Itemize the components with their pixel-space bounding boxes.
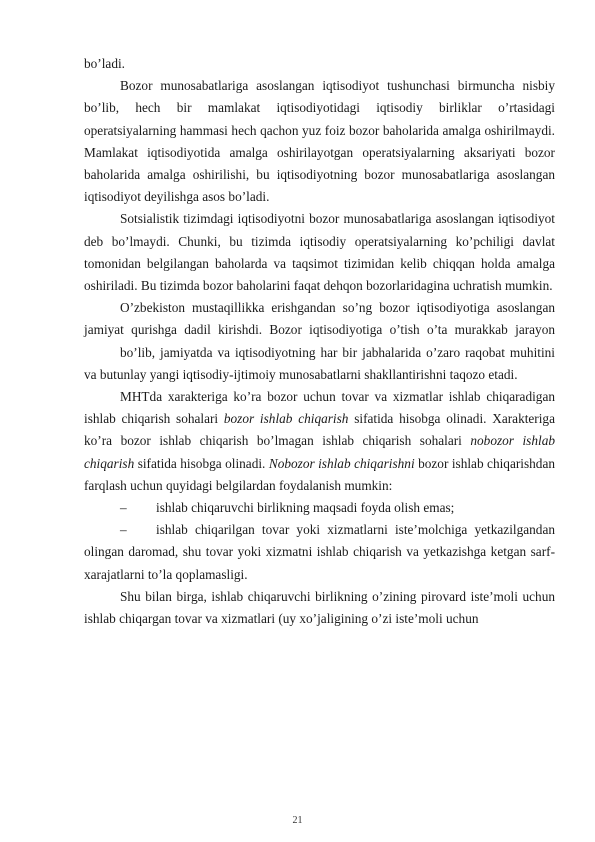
paragraph-market-economy: Bozor munosabatlariga asoslangan iqtisodiyot tushunchasi birmuncha nisbiy bo’lib, hech bir mamlakat iqtisodiyotidagi iqtisodiy birliklar o’rtasidagi operatsiyalarning hammasi hech qachon yuz foiz bozor baholarida amalga oshirilmaydi. Mamlakat iqtisodiyotida amalga oshirilayotgan operatsiyalarning aksariyati bozor baholarida amalga oshirilishi, bu iqtisodiyotning bozor munosabatlariga asoslangan iqtisodiyot deyilishga asos bo’ladi. (84, 78, 555, 205)
list-item (84, 497, 555, 519)
paragraph-transition: bo’lib, jamiyatda va iqtisodiyotning har bir jabhalarida o’zaro raqobat muhitini va butunlay yangi iqtisodiy-ijtimoiy munosabatlarni shakllantirishni taqozo etadi. (84, 344, 555, 382)
list-item-text: ishlab chiqaruvchi birlikning maqsadi foyda olish emas; (156, 500, 455, 516)
list-item (84, 519, 555, 586)
page-number: 21 (292, 815, 303, 826)
term-nonmarket-production-2: Nobozor ishlab chiqarishni (268, 455, 415, 471)
text-run: bozor ishlab chiqarishdan farqlash uchun quyidagi belgilardan foydalanish mumkin: (84, 455, 555, 493)
bullet-marker: ‒ (120, 522, 127, 538)
text-run: sifatida hisobga olinadi. Xarakteriga ko’ra bozor ishlab chiqarish bo’lmagan ishlab chiqarish sohalari (84, 411, 555, 449)
paragraph-socialist-system: Sotsialistik tizimdagi iqtisodiyotni bozor munosabatlariga asoslangan iqtisodiyot deb bo’lmaydi. Chunki, bu tizimda iqtisodiy operatsiyalarning ko’pchiligi davlat tomonidan belgilangan baholarda va taqsimot tizimidan kelib chiqqan holda amalga oshiriladi. Bu tizimda bozor baholarini faqat dehqon bozorlaridagina uchratish mumkin. (84, 211, 555, 294)
paragraph-continuation: bo’ladi. (84, 56, 125, 71)
list-item-text: ishlab chiqarilgan tovar yoki xizmatlarni iste’molchiga yetkazilgandan olingan daromad, shu tovar yoki xizmatni ishlab chiqarish va yetkazishga ketgan sarf- xarajatlarni to’la qoplamasligi. (84, 522, 555, 582)
term-market-production: bozor ishlab chiqarish (223, 411, 349, 427)
text-run: sifatida hisobga olinadi. (134, 455, 269, 471)
paragraph-own-consumption: Shu bilan birga, ishlab chiqaruvchi birlikning o’zining pirovard iste’moli uchun ishlab chiqargan tovar va xizmatlari (uy xo’jaligining o’zi iste’moli uchun (84, 588, 555, 627)
bullet-marker: ‒ (120, 500, 127, 516)
paragraph-mht-production (84, 386, 555, 497)
term-nonmarket-production: nobozor ishlab chiqarish (84, 433, 555, 471)
paragraph-uzbekistan: O’zbekiston mustaqillikka erishgandan so’ng bozor iqtisodiyotiga asoslangan jamiyat qurishga dadil kirishdi. Bozor iqtisodiyotiga o’tish o’ta murakkab jarayon (84, 300, 555, 338)
text-run: MHTda xarakteriga ko’ra bozor uchun tovar va xizmatlar ishlab chiqaradigan ishlab chiqarish sohalari (84, 389, 555, 427)
page-body (84, 53, 555, 630)
